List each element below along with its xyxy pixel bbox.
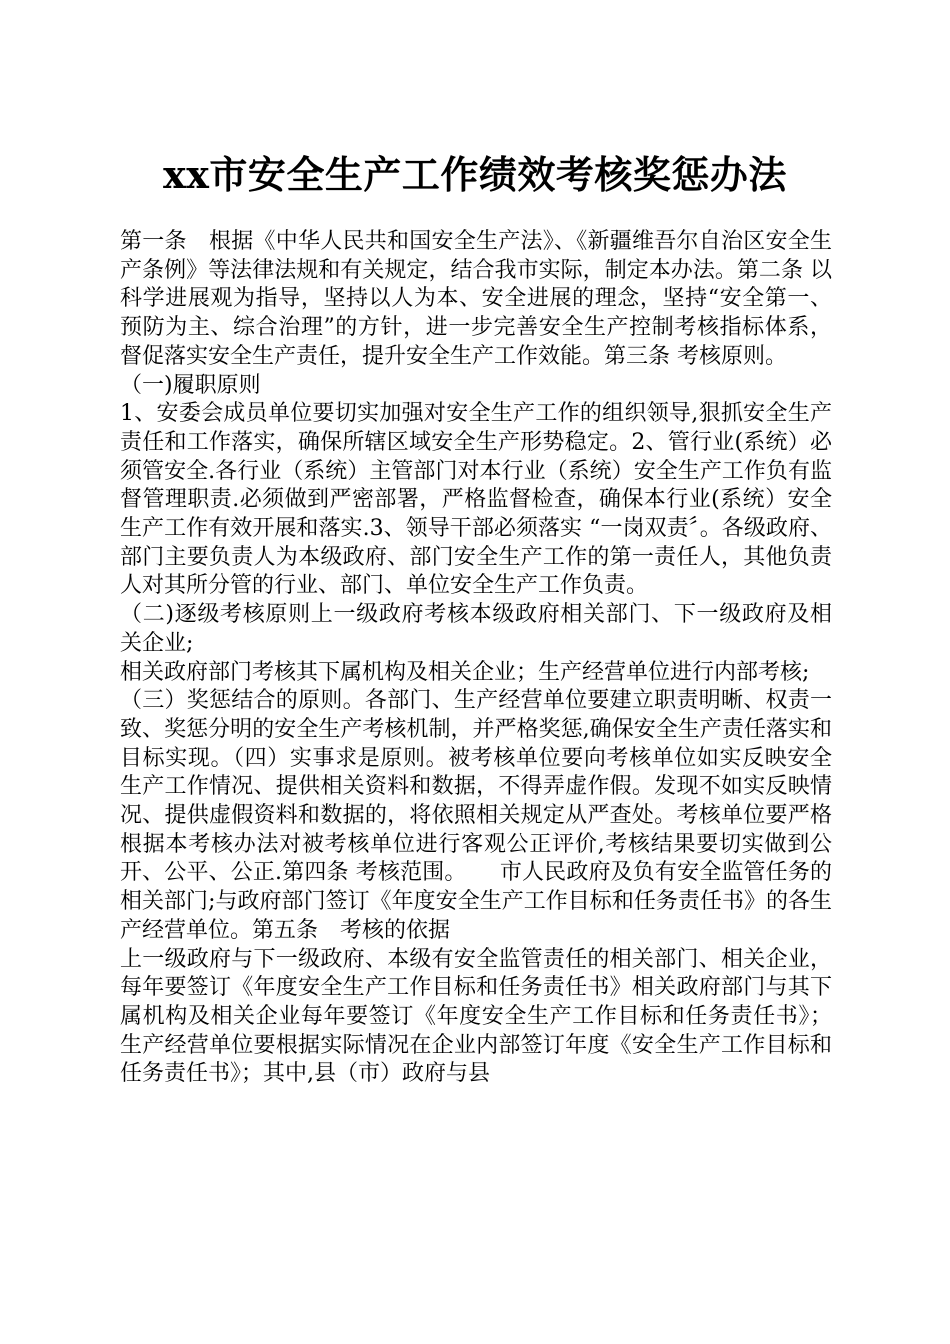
document-title: xx市安全生产工作绩效考核奖惩办法 xyxy=(163,152,787,197)
document-body xyxy=(120,228,832,1089)
paragraph: 1、安委会成员单位要切实加强对安全生产工作的组织领导,狠抓安全生产责任和工作落实，确保所辖区域安全生产形势稳定。2、管行业(系统）必须管安全.各行业（系统）主管部门对本行业（系统）安全生产工作负有监督管理职责.必须做到严密部署，严格监督检查，确保本行业(系统）安全生产工作有效开展和落实.3、领导干部必须落实 “一岗双责〞。各级政府、部门主要负责人为本级政府、部门安全生产工作的第一责任人，其他负责人对其所分管的行业、部门、单位安全生产工作负责。 xyxy=(120,401,832,599)
paragraph: 第一条 根据《中华人民共和国安全生产法》、《新疆维吾尔自治区安全生产条例》等法律法规和有关规定，结合我市实际，制定本办法。第二条 以科学进展观为指导，坚持以人为本、安全进展的理念，坚持“安全第一、预防为主、综合治理”的方针，进一步完善安全生产控制考核指标体系，督促落实安全生产责任，提升安全生产工作效能。第三条 考核原则。 xyxy=(120,229,832,369)
paragraph: 上一级政府与下一级政府、本级有安全监管责任的相关部门、相关企业，每年要签订《年度安全生产工作目标和任务责任书》相关政府部门与其下属机构及相关企业每年要签订《年度安全生产工作目标和任务责任书》；生产经营单位要根据实际情况在企业内部签订年度《安全生产工作目标和任务责任书》；其中,县（市）政府与县 xyxy=(120,946,832,1087)
paragraph: （二)逐级考核原则上一级政府考核本级政府相关部门、下一级政府及相关企业; xyxy=(120,602,832,656)
paragraph: （一)履职原则 xyxy=(120,372,261,398)
paragraph: （三）奖惩结合的原则。各部门、生产经营单位要建立职责明晰、权责一致、奖惩分明的安全生产考核机制，并严格奖惩,确保安全生产责任落实和目标实现。（四）实事求是原则。被考核单位要向考核单位如实反映安全生产工作情况、提供相关资料和数据，不得弄虚作假。发现不如实反映情况、提供虚假资料和数据的，将依照相关规定从严查处。考核单位要严格根据本考核办法对被考核单位进行客观公正评价,考核结果要切实做到公开、公平、公正.第四条 考核范围。 市人民政府及负有安全监管任务的相关部门;与政府部门签订《年度安全生产工作目标和任务责任书》的各生产经营单位。第五条 考核的依据 xyxy=(120,688,832,943)
paragraph: 相关政府部门考核其下属机构及相关企业；生产经营单位进行内部考核; xyxy=(120,659,810,685)
